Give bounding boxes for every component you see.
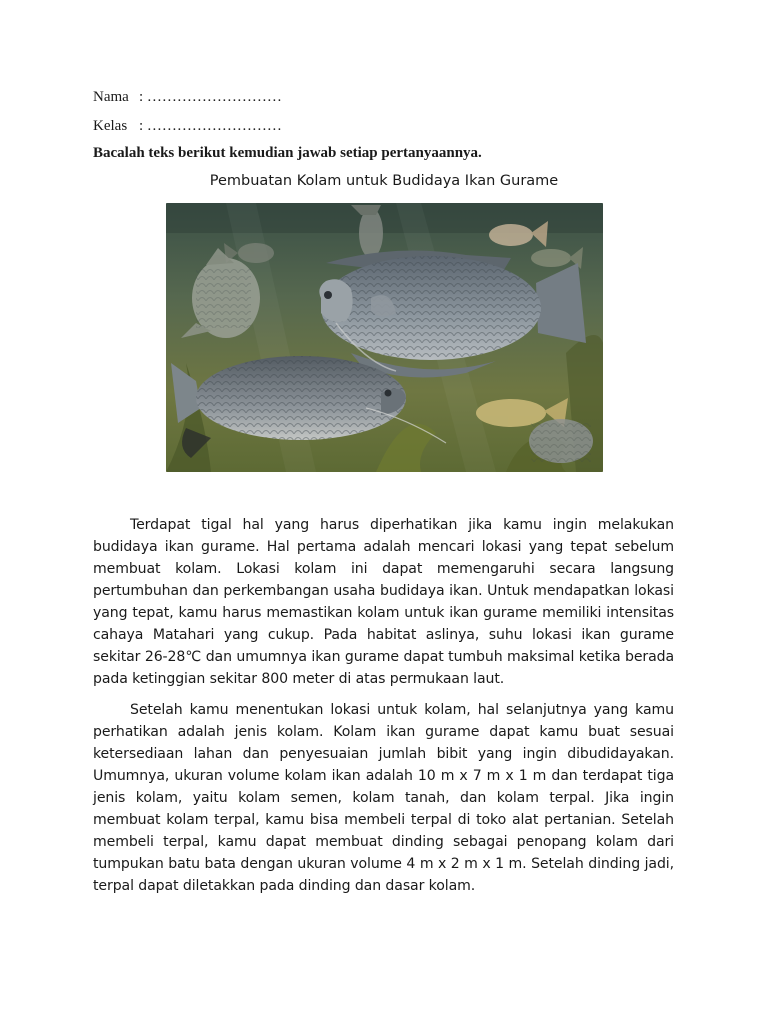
paragraph-1: Terdapat tigal hal yang harus diperhatikan jika kamu ingin melakukan budidaya ikan gurame. Hal pertama adalah mencari lokasi yang tepat sebelum membuat kolam. Lokasi kolam ini dapat memengaruhi secara langsung pertumbuhan dan perkembangan usaha budidaya ikan. Untuk mendapatkan lokasi yang tepat, kamu harus memastikan kolam untuk ikan gurame memiliki intensitas cahaya Matahari yang cukup. Pada habitat aslinya, suhu lokasi ikan gurame sekitar 26-28℃ dan umumnya ikan gurame dapat tumbuh maksimal ketika berada pada ketinggian sekitar 800 meter di atas permukaan laut. [93, 517, 674, 687]
class-field [93, 117, 282, 135]
class-label: Kelas [93, 118, 128, 134]
class-blank: : ……………………… [139, 118, 282, 134]
name-blank: : ……………………… [139, 89, 282, 105]
name-field [93, 88, 282, 106]
article-title: Pembuatan Kolam untuk Budidaya Ikan Gurame [209, 173, 559, 189]
name-label: Nama [93, 89, 129, 105]
instruction-text: Bacalah teks berikut kemudian jawab setiap pertanyaannya. [93, 145, 482, 161]
paragraph-2: Setelah kamu menentukan lokasi untuk kolam, hal selanjutnya yang kamu perhatikan adalah jenis kolam. Kolam ikan gurame dapat kamu buat sesuai ketersediaan lahan dan penyesuaian jumlah bibit yang ingin dibudidayakan. Umumnya, ukuran volume kolam ikan adalah 10 m x 7 m x 1 m dan terdapat tiga jenis kolam, yaitu kolam semen, kolam tanah, dan kolam terpal. Jika ingin membuat kolam terpal, kamu bisa membeli terpal di toko alat pertanian. Setelah membeli terpal, kamu dapat membuat dinding sebagai penopang kolam dari tumpukan batu bata dengan ukuran volume 4 m x 2 m x 1 m. Setelah dinding jadi, terpal dapat diletakkan pada dinding dan dasar kolam. [93, 702, 674, 894]
gourami-photo [166, 203, 603, 472]
